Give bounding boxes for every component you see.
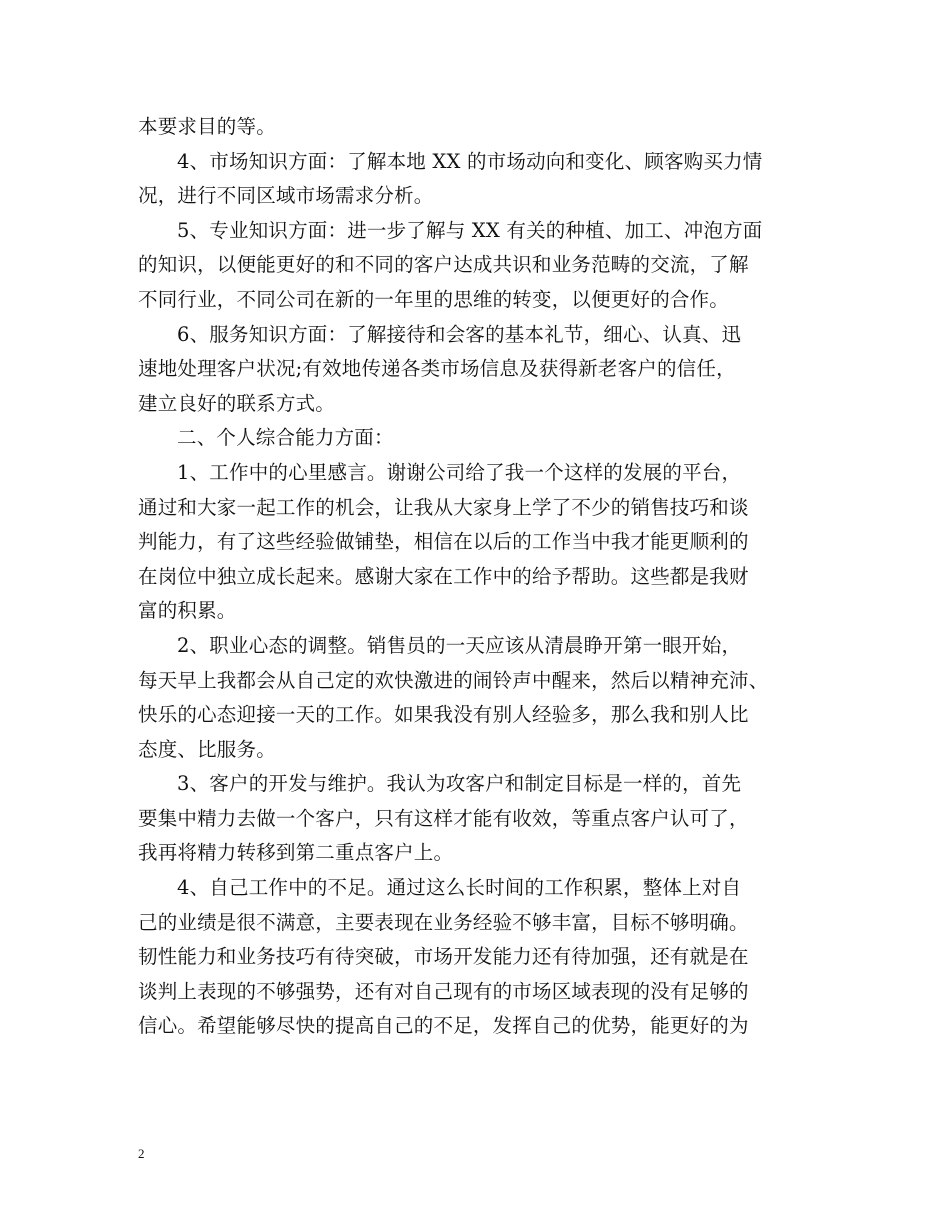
text-line: 要集中精力去做一个客户，只有这样才能有收效，等重点客户认可了， <box>138 806 749 830</box>
text-line: 韧性能力和业务技巧有待突破，市场开发能力还有待加强，还有就是在 <box>138 945 749 969</box>
text-line: 建立良好的联系方式。 <box>138 391 336 415</box>
text-line: 我再将精力转移到第二重点客户上。 <box>138 841 454 865</box>
text-line: 6、服务知识方面：了解接待和会客的基本礼节，细心、认真、迅 <box>177 322 742 346</box>
text-line: 谈判上表现的不够强势，还有对自己现有的市场区域表现的没有足够的 <box>138 979 749 1003</box>
text-line: 1、工作中的心里感言。谢谢公司给了我一个这样的发展的平台， <box>177 460 742 484</box>
text-line: 不同行业，不同公司在新的一年里的思维的转变，以便更好的合作。 <box>138 287 730 311</box>
text-line: 通过和大家一起工作的机会，让我从大家身上学了不少的销售技巧和谈 <box>138 495 749 519</box>
text-line: 判能力，有了这些经验做铺垫，相信在以后的工作当中我才能更顺利的 <box>138 530 749 554</box>
document-body <box>138 110 818 1044</box>
text-line: 速地处理客户状况;有效地传递各类市场信息及获得新老客户的信任， <box>138 357 736 381</box>
text-line: 本要求目的等。 <box>138 115 276 138</box>
text-line: 4、市场知识方面：了解本地 XX 的市场动向和变化、顾客购买力情 <box>177 149 763 173</box>
text-line: 的知识，以便能更好的和不同的客户达成共识和业务范畴的交流，了解 <box>138 253 749 277</box>
text-line: 5、专业知识方面：进一步了解与 XX 有关的种植、加工、冲泡方面 <box>177 218 763 242</box>
text-line: 信心。希望能够尽快的提高自己的不足，发挥自己的优势，能更好的为 <box>138 1014 749 1038</box>
text-line: 每天早上我都会从自己定的欢快激进的闹铃声中醒来，然后以精神充沛、 <box>138 668 769 692</box>
text-line: 3、客户的开发与维护。我认为攻客户和制定目标是一样的，首先 <box>177 772 742 796</box>
text-line: 二、个人综合能力方面： <box>177 426 394 450</box>
text-line: 态度、比服务。 <box>138 737 276 761</box>
text-line: 况，进行不同区域市场需求分析。 <box>138 184 434 208</box>
text-line: 富的积累。 <box>138 599 237 623</box>
text-line: 在岗位中独立成长起来。感谢大家在工作中的给予帮助。这些都是我财 <box>138 564 749 588</box>
text-line: 快乐的心态迎接一天的工作。如果我没有别人经验多，那么我和别人比 <box>138 703 749 727</box>
text-line: 4、自己工作中的不足。通过这么长时间的工作积累，整体上对自 <box>177 876 742 900</box>
text-line: 2、职业心态的调整。销售员的一天应该从清晨睁开第一眼开始， <box>177 633 742 657</box>
text-line: 己的业绩是很不满意，主要表现在业务经验不够丰富，目标不够明确。 <box>138 910 749 934</box>
page-number: 2 <box>138 1146 145 1161</box>
